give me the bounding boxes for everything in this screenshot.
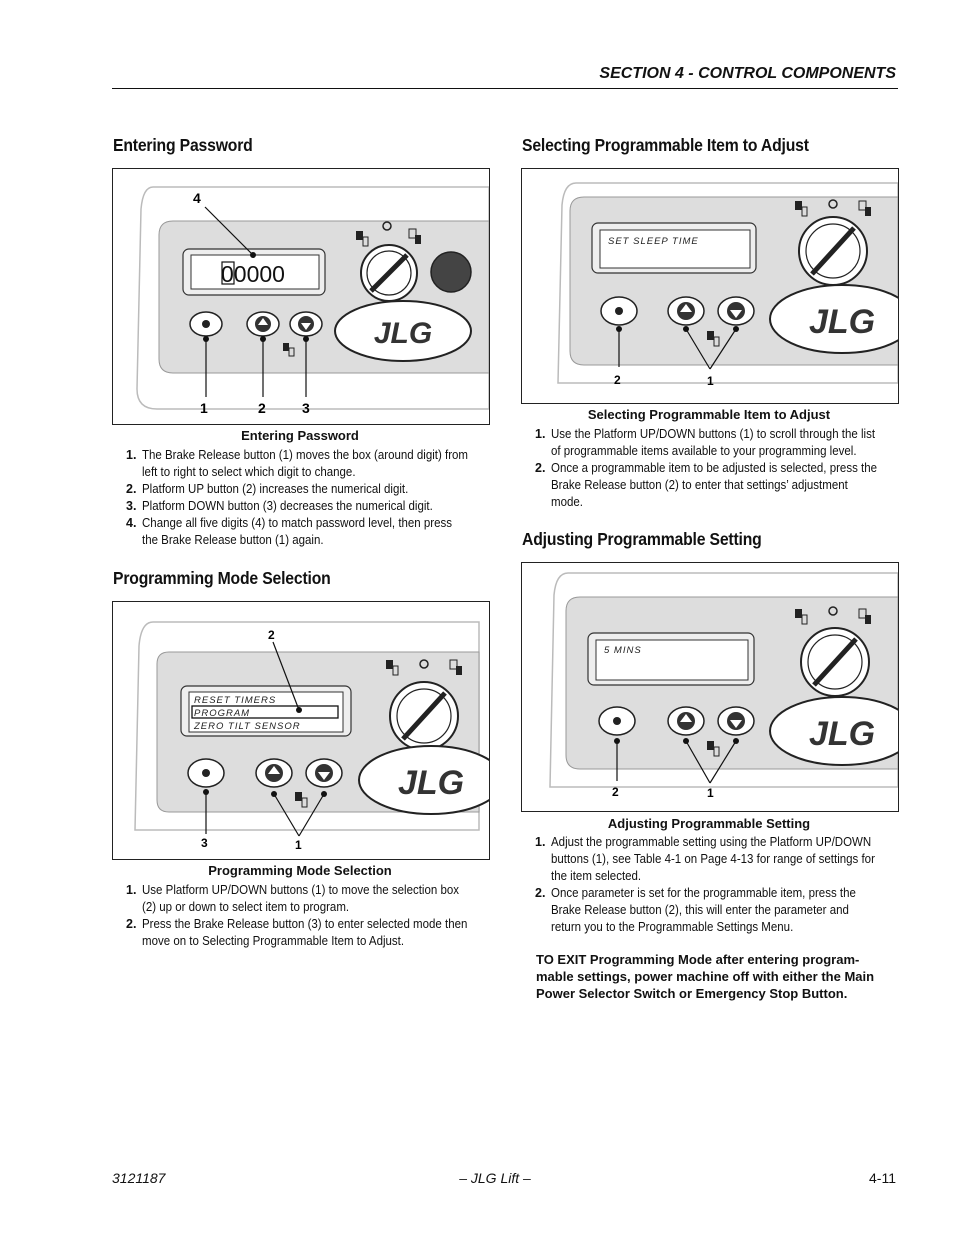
list-item: 2. Press the Brake Release button (3) to enter selected mode then move on to Selecting Programmable Item to Adjust. xyxy=(126,917,468,948)
list-item: 1. The Brake Release button (1) moves the box (around digit) from left to right to select which digit to change. xyxy=(126,448,468,479)
figure-entering-password xyxy=(112,168,490,425)
callout-2: 2 xyxy=(612,785,619,799)
callout-3: 3 xyxy=(201,836,208,850)
caption-programming-mode: Programming Mode Selection xyxy=(208,863,392,878)
panel-illustration xyxy=(113,602,489,859)
list-item: 1. Use the Platform UP/DOWN buttons (1) to scroll through the list of programmable items available to your programming level. xyxy=(535,427,876,458)
figure-selecting-item xyxy=(521,168,899,404)
panel-illustration xyxy=(113,169,489,424)
jlg-logo: JLG xyxy=(373,317,433,350)
jlg-logo: JLG xyxy=(397,764,465,802)
jlg-logo: JLG xyxy=(808,303,876,341)
list-item: 4. Change all five digits (4) to match password level, then press the Brake Release button (1) again. xyxy=(126,516,453,547)
callout-1: 1 xyxy=(707,786,714,800)
list-item: 2. Platform UP button (2) increases the numerical digit. xyxy=(126,482,409,496)
figure-programming-mode xyxy=(112,601,490,860)
menu-item-program: PROGRAM xyxy=(194,708,251,719)
callout-2: 2 xyxy=(258,400,266,416)
list-item: 1. Adjust the programmable setting using the Platform UP/DOWN buttons (1), see Table 4-1 on Page 4-13 for range of settings for the item selected. xyxy=(535,835,875,883)
panel-illustration xyxy=(522,563,898,811)
callout-2: 2 xyxy=(614,373,621,387)
jlg-logo: JLG xyxy=(808,715,876,753)
display-text: SET SLEEP TIME xyxy=(608,236,699,247)
list-item: 2. Once parameter is set for the programmable item, press the Brake Release button (2), this will enter the parameter and return you to the Programmable Settings Menu. xyxy=(535,886,856,934)
display-text: 5 MINS xyxy=(604,645,642,656)
footer-center: – JLG Lift – xyxy=(459,1170,531,1186)
caption-selecting-item: Selecting Programmable Item to Adjust xyxy=(587,407,831,422)
heading-adjusting-setting: Adjusting Programmable Setting xyxy=(522,529,762,549)
footer-page-number: 4-11 xyxy=(869,1170,896,1186)
display-value: 00000 xyxy=(221,261,285,287)
heading-selecting-item: Selecting Programmable Item to Adjust xyxy=(522,135,809,155)
list-programming-mode xyxy=(112,882,490,950)
callout-1: 1 xyxy=(200,400,208,416)
list-item: 1. Use Platform UP/DOWN buttons (1) to move the selection box (2) up or down to select item to program. xyxy=(126,883,460,914)
list-item: 2. Once a programmable item to be adjusted is selected, press the Brake Release button (2) to enter that settings’ adjustment mode. xyxy=(535,461,878,509)
list-adjusting-setting xyxy=(521,834,901,936)
header-rule xyxy=(112,88,898,89)
menu-item-zero-tilt: ZERO TILT SENSOR xyxy=(194,721,301,732)
footer-doc-number: 3121187 xyxy=(112,1170,166,1186)
list-selecting-item xyxy=(521,426,901,511)
caption-adjusting-setting: Adjusting Programmable Setting xyxy=(607,816,811,831)
heading-entering-password: Entering Password xyxy=(113,135,253,155)
callout-4: 4 xyxy=(193,190,201,206)
callout-1: 1 xyxy=(295,838,302,852)
caption-entering-password: Entering Password xyxy=(241,428,359,443)
section-title: SECTION 4 - CONTROL COMPONENTS xyxy=(599,65,896,82)
menu-item-reset-timers: RESET TIMERS xyxy=(194,695,277,706)
figure-adjusting-setting xyxy=(521,562,899,812)
exit-note: TO EXIT Programming Mode after entering program- mable settings, power machine off with either the Main Power Selector Switch or Emergency Stop Button. xyxy=(536,952,875,1001)
list-item: 3. Platform DOWN button (3) decreases the numerical digit. xyxy=(126,499,433,513)
panel-illustration xyxy=(522,169,898,403)
callout-2: 2 xyxy=(268,628,275,642)
list-entering-password xyxy=(112,447,490,549)
heading-programming-mode: Programming Mode Selection xyxy=(113,568,331,588)
callout-3: 3 xyxy=(302,400,310,416)
callout-1: 1 xyxy=(707,374,714,388)
